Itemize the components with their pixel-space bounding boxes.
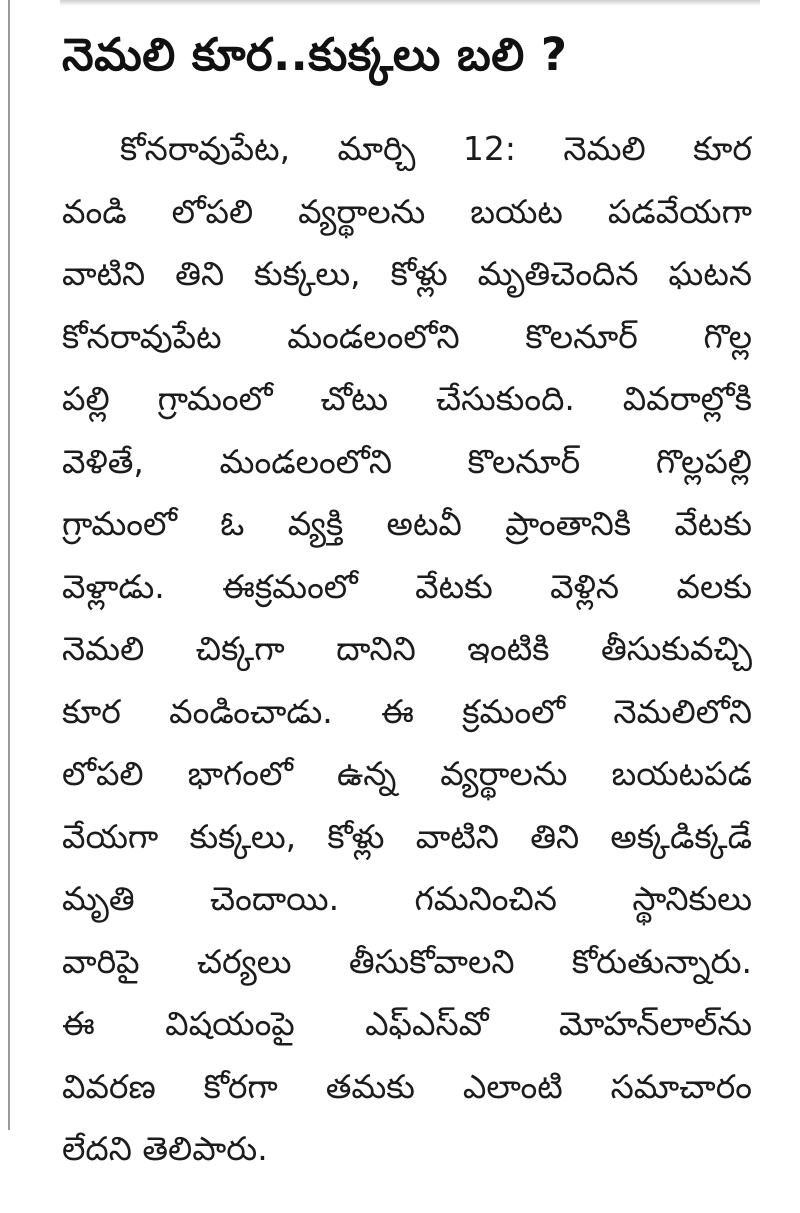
column-divider — [8, 0, 10, 1130]
article-line: ఈ విషయంపై ఎఫ్ఎస్‌వో మోహన్‌లాల్‌ను — [62, 1004, 752, 1043]
article-line: వారిపై చర్యలు తీసుకోవాలని కోరుతున్నారు. — [62, 941, 752, 981]
article-line: లోపలి భాగంలో ఉన్న వ్యర్థాలను బయటపడ — [62, 754, 752, 793]
article-body — [62, 118, 752, 1181]
article-line: వాటిని తిని కుక్కలు, కోళ్లు మృతిచెందిన ఘటన — [62, 254, 752, 293]
article-line: వివరణ కోరగా తమకు ఎలాంటి సమాచారం — [62, 1066, 752, 1106]
news-article — [62, 22, 752, 1181]
article-line: వేయగా కుక్కలు, కోళ్లు వాటిని తిని అక్కడిక్కడే — [62, 816, 752, 856]
article-line: పల్లి గ్రామంలో చోటు చేసుకుంది. వివరాల్లోకి — [62, 379, 752, 418]
article-line: వెళితే, మండలంలోని కొలనూర్ గొల్లపల్లి — [62, 441, 752, 481]
article-line: కోనరావుపేట మండలంలోని కొలనూర్ గొల్ల — [62, 316, 752, 356]
article-line: వెళ్లాడు. ఈక్రమంలో వేటకు వెళ్లిన వలకు — [62, 566, 752, 606]
article-line: నెమలి చిక్కగా దానిని ఇంటికి తీసుకువచ్చి — [62, 629, 752, 668]
article-line: గ్రామంలో ఓ వ్యక్తి అటవీ ప్రాంతానికి వేటకు — [62, 504, 752, 543]
article-line: లేదని తెలిపారు. — [62, 1129, 268, 1168]
article-line: మృతి చెందాయి. గమనించిన స్థానికులు — [62, 879, 752, 918]
article-line: కూర వండించాడు. ఈ క్రమంలో నెమలిలోని — [62, 691, 752, 731]
article-headline: నెమలి కూర..కుక్కలు బలి ? — [62, 28, 568, 81]
article-line: వండి లోపలి వ్యర్థాలను బయట పడవేయగా — [62, 191, 752, 231]
previous-article-fragment — [60, 0, 760, 6]
article-line: కోనరావుపేట, మార్చి 12: నెమలి కూర — [120, 129, 752, 168]
